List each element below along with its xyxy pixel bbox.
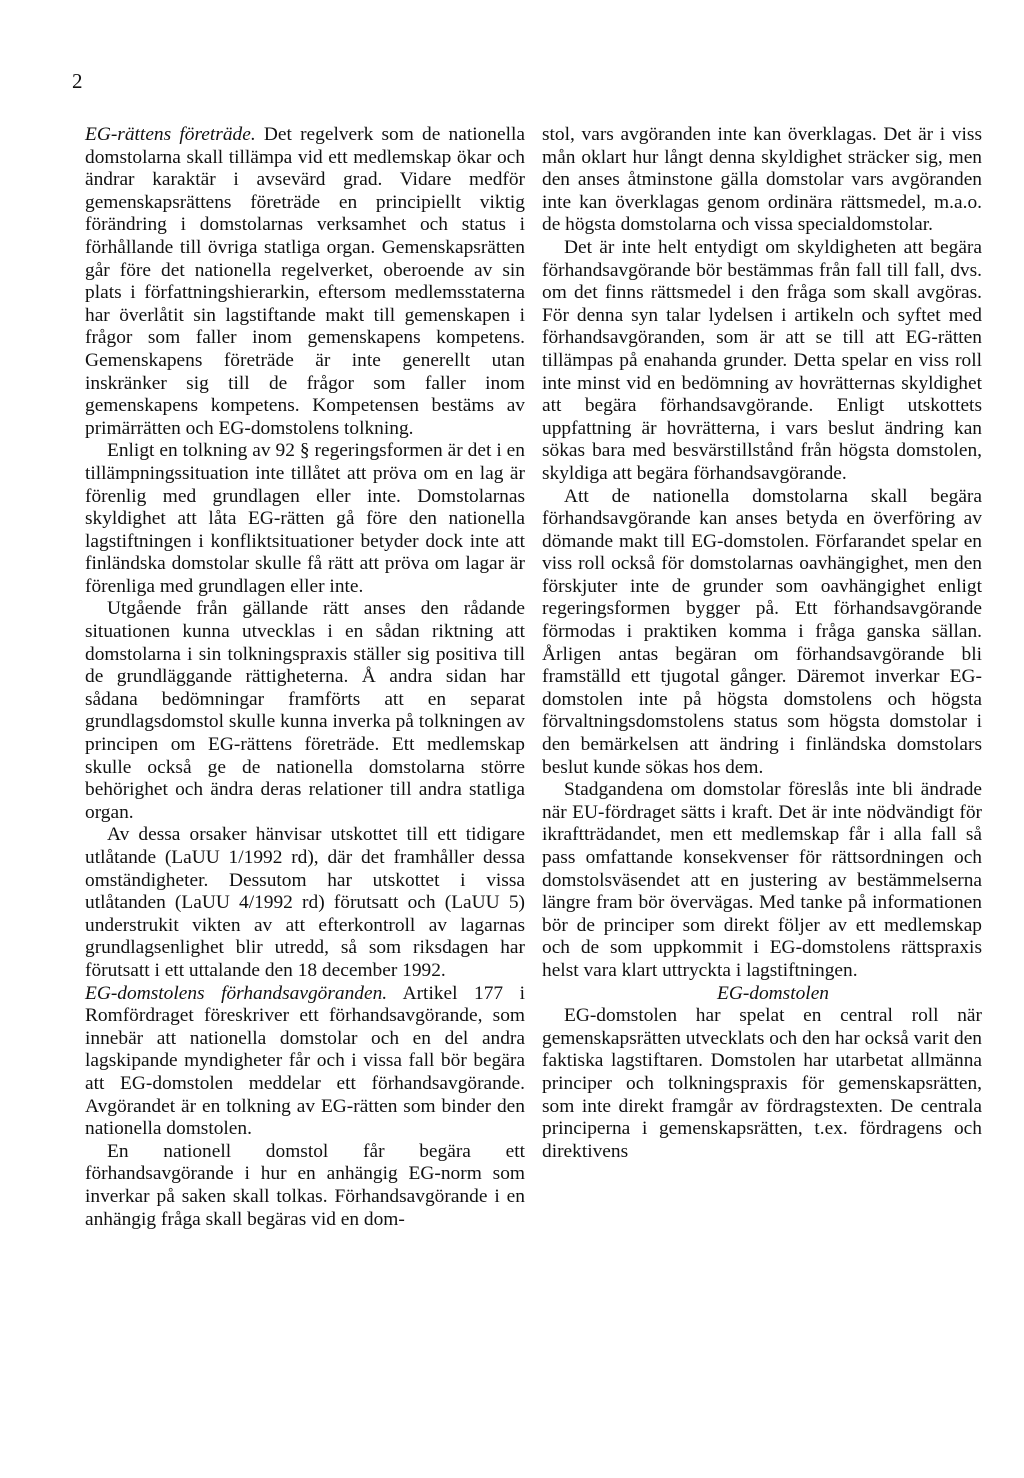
paragraph: Av dessa orsaker hänvisar utskottet till ett tidigare utlåtande (LaUU 1/1992 rd), där det framhåller dessa omständigheter. Dessutom har utskottet i vissa utlåtanden (LaUU 4/1992 rd) förutsatt och (LaUU 5) understrukit vikten av att efterkontroll av lagarnas grundlagsenlighet blir utredd, så som riksdagen har förutsatt i ett uttalande den 18 december 1992. xyxy=(85,824,525,981)
paragraph-eg-rattens-foretrade xyxy=(85,124,525,440)
paragraph: Det är inte helt entydigt om skyldigheten att begära förhandsavgörande bör bestämmas från fall till fall, dvs. om det finns rättsmedel i den fråga som skall avgöras. För denna syn talar lydelsen i artikeln och syftet med förhandsavgöranden, som är att se till att EG-rätten tillämpas på enahanda grunder. Detta spelar en viss roll inte minst vid en bedömning av hovrätternas skyldighet att begära förhandsavgörande. Enligt utskottets uppfattning är hovrätterna, i vars beslut ändring kan sökas bara med besvärstillstånd från högsta domstolen, skyldiga att begära förhandsavgörande. xyxy=(542,236,982,484)
paragraph: Enligt en tolkning av 92 § regeringsformen är det i en tillämpningssituation inte tillåtet att pröva om en lag är förenlig med grundlagen eller inte. Domstolarnas skyldighet att låta EG-rätten gå före den nationella lagstiftningen i konfliktsituationer betyder dock inte att finländska domstolar skulle få rätt att pröva om lagar är förenliga med grundlagen eller inte. xyxy=(85,440,525,597)
paragraph: stol, vars avgöranden inte kan överklagas. Det är i viss mån oklart hur långt denna skyldighet sträcker sig, men den anses åtminstone gälla domstolar vars avgöranden inte kan överklagas genom ordinära rättsmedel, m.a.o. de högsta domstolarna och vissa specialdomstolar. xyxy=(542,124,982,236)
right-column xyxy=(542,124,982,1163)
paragraph-heading: EG-domstolens förhandsavgöranden. xyxy=(85,982,388,1004)
paragraph: Att de nationella domstolarna skall begära förhandsavgörande kan anses betyda en överföring av dömande makt till EG-domstolen. Förfarandet spelar en viss roll också för domstolarnas oavhängighet, men den förskjuter inte de grunder som oavhängighet enligt regeringsformen bygger på. Ett förhandsavgörande förmodas i praktiken komma i fråga ganska sällan. Årligen antas begäran om förhandsavgörande bli framställd ett tjugotal gånger. Däremot inverkar EG-domstolen inte på högsta domstolens och högsta förvaltningsdomstolens status som högsta domstolar i den bemärkelsen att ändring i finländska domstolars beslut kunde sökas hos dem. xyxy=(542,485,982,778)
paragraph: EG-domstolen har spelat en central roll när gemenskapsrätten utvecklats och den har också varit den faktiska lagstiftaren. Domstolen har utarbetat allmänna principer och tolkningspraxis för gemenskapsrätten, som inte direkt framgår av fördragstexten. De centrala principerna i gemenskapsrätten, t.ex. fördragens och direktivens xyxy=(542,1005,982,1162)
paragraph: Stadgandena om domstolar föreslås inte bli ändrade när EU-fördraget sätts i kraft. Det är inte nödvändigt för ikraftträdandet, men ett medlemskap får i alla fall så pass omfattande konsekvenser för rättsordningen och domstolsväsendet att en justering av bestämmelserna längre fram bör övervägas. Med tanke på informationen bör de principer som direkt följer av ett medlemskap och de som uppkommit i EG-domstolens rättspraxis helst vara klart uttryckta i lagstiftningen. xyxy=(542,779,982,981)
paragraph-heading: EG-rättens företräde. xyxy=(85,124,256,145)
paragraph-text: Det regelverk som de nationella domstolarna skall tillämpa vid ett medlemskap ökar och ändrar karaktär i avsevärd grad. Vidare medför gemenskapsrättens företräde en principiellt viktig förändring i domstolarnas verksamhet och status i förhållande till övriga statliga organ. Gemenskapsrätten går före det nationella regelverket, oberoende av sin plats i författningshierarkin, eftersom medlemsstaterna har överlåtit sin lagstiftande makt till gemenskapen i frågor som faller inom gemenskapens kompetens. Gemenskapens företräde är inte generellt utan inskränker sig till de frågor som faller inom gemenskapens kompetens. Kompetensen bestäms av primärrätten och EG-domstolens tolkning. xyxy=(85,124,525,439)
left-column xyxy=(85,124,525,1231)
page-number: 2 xyxy=(72,69,83,93)
paragraph: Utgående från gällande rätt anses den rådande situationen kunna utvecklas i en sådan riktning att domstolarna i sin tolkningspraxis ställer sig positiva till de grundläggande rättigheterna. Å andra sidan har sådana bedömningar framförts att en separat grundlagsdomstol skulle kunna inverka på tolkningen av principen om EG-rättens företräde. Ett medlemskap skulle också ge de nationella domstolarna större behörighet och ändra deras relationer till andra statliga organ. xyxy=(85,598,525,823)
paragraph-text: Artikel 177 i Romfördraget föreskriver ett förhandsavgörande, som innebär att nationella domstolar och en del andra lagskipande myndigheter får och i vissa fall bör begära att EG-domstolen meddelar ett förhandsavgörande. Avgörandet är en tolkning av EG-rätten som binder den nationella domstolen. xyxy=(85,982,525,1140)
paragraph: En nationell domstol får begära ett förhandsavgörande i hur en anhängig EG-norm som inverkar på saken skall tolkas. Förhandsavgörande i en anhängig fråga skall begäras vid en dom- xyxy=(85,1140,525,1230)
paragraph-forhandsavgoranden xyxy=(85,983,525,1141)
section-heading: EG-domstolen xyxy=(716,982,830,1004)
